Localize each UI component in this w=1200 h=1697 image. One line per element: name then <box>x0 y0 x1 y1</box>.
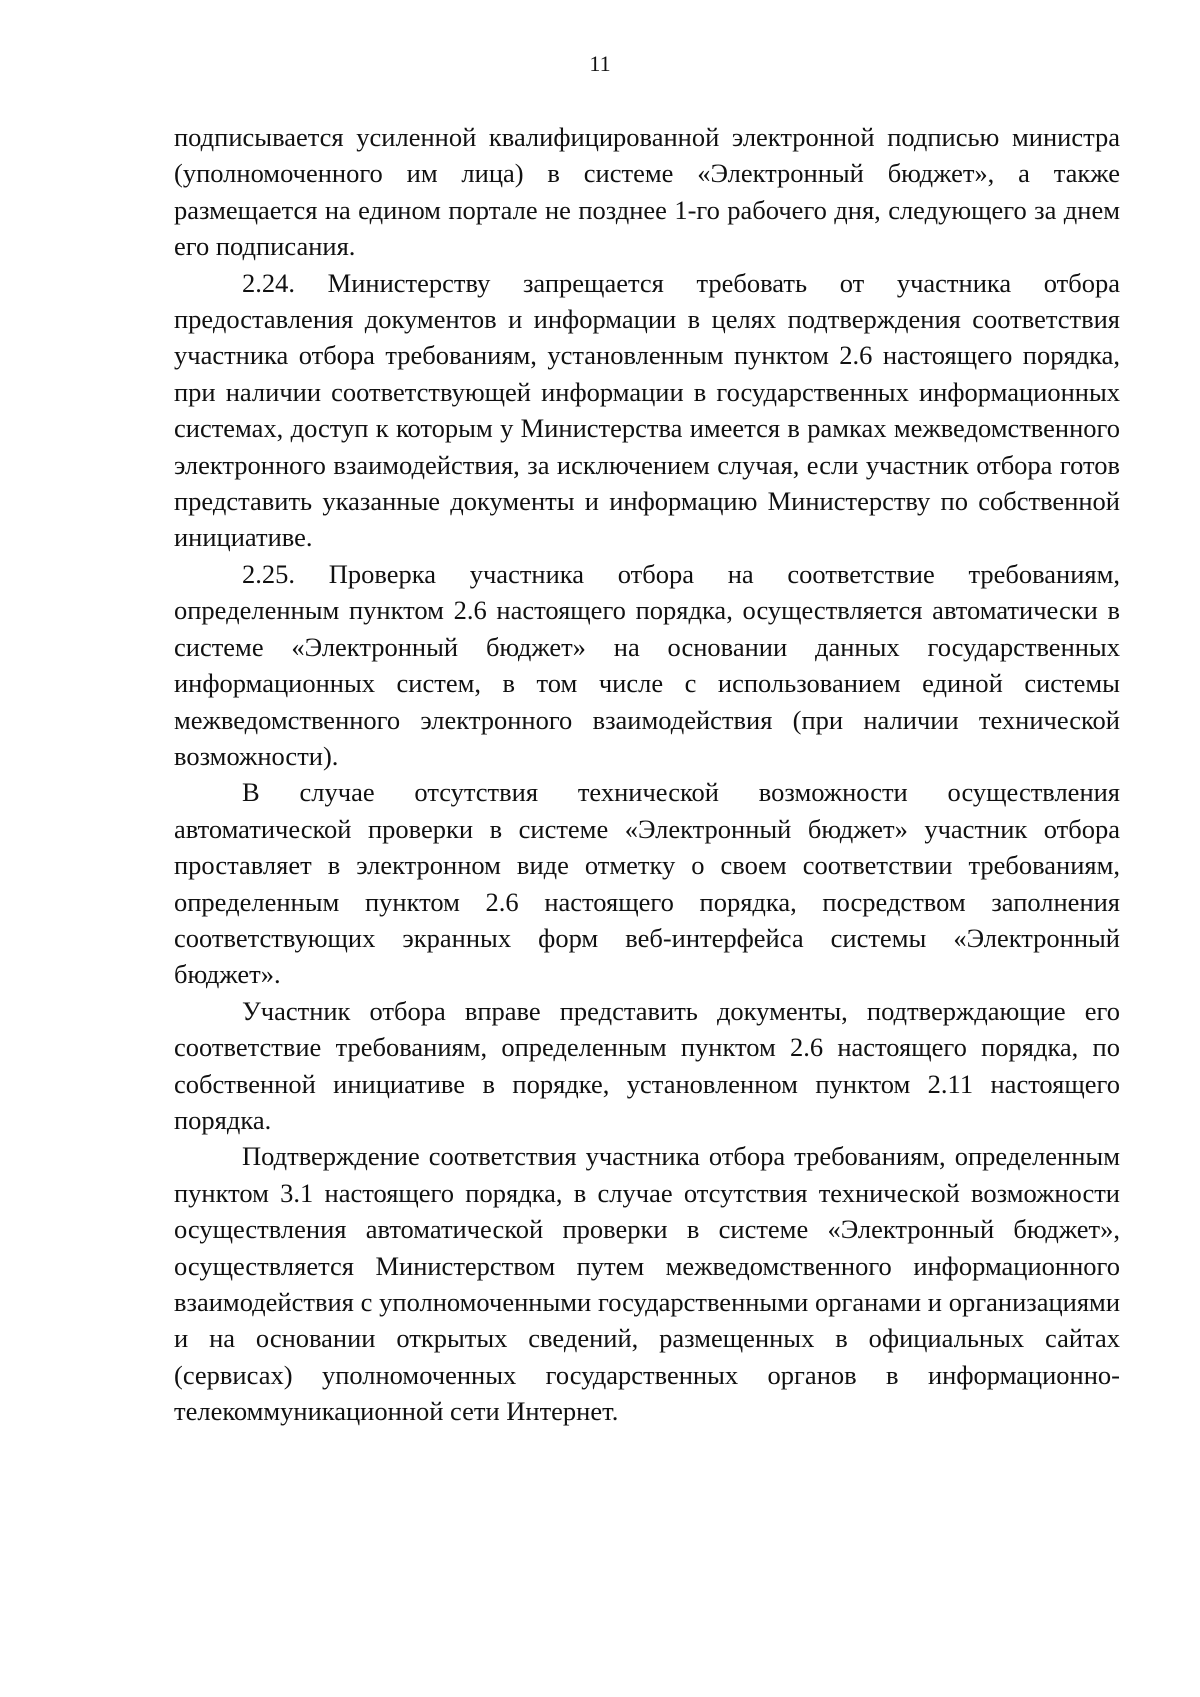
page-number: 11 <box>589 51 611 76</box>
paragraph-2-25: 2.25. Проверка участника отбора на соответствие требованиям, определенным пунктом 2.6 настоящего порядка, осуществляется автоматически в системе «Электронный бюджет» на основании данных государственных информационных систем, в том числе с использованием единой системы межведомственного электронного взаимодействия (при наличии технической возможности). <box>174 558 1120 771</box>
paragraph-no-technical-possibility: В случае отсутствия технической возможности осуществления автоматической проверки в системе «Электронный бюджет» участник отбора проставляет в электронном виде отметку о своем соответствии требованиям, определенным пунктом 2.6 настоящего порядка, посредством заполнения соответствующих экранных форм веб-интерфейса системы «Электронный бюджет». <box>174 777 1120 990</box>
paragraph-2-24: 2.24. Министерству запрещается требовать от участника отбора предоставления документов и информации в целях подтверждения соответствия участника отбора требованиям, установленным пунктом 2.6 настоящего порядка, при наличии соответствующей информации в государственных информационных системах, доступ к которым у Министерства имеется в рамках межведомственного электронного взаимодействия, за исключением случая, если участник отбора готов представить указанные документы и информацию Министерству по собственной инициативе. <box>174 267 1120 553</box>
document-body <box>174 119 1120 1430</box>
paragraph-own-initiative: Участник отбора вправе представить документы, подтверждающие его соответствие требованиям, определенным пунктом 2.6 настоящего порядка, по собственной инициативе в порядке, установленном пунктом 2.11 настоящего порядка. <box>174 995 1120 1135</box>
paragraph-continuation: подписывается усиленной квалифицированной электронной подписью министра (уполномоченного им лица) в системе «Электронный бюджет», а также размещается на едином портале не позднее 1-го рабочего дня, следующего за днем его подписания. <box>174 122 1120 262</box>
paragraph-confirmation: Подтверждение соответствия участника отбора требованиям, определенным пунктом 3.1 настоящего порядка, в случае отсутствия технической возможности осуществления автоматической проверки в системе «Электронный бюджет», осуществляется Министерством путем межведомственного информационного взаимодействия с уполномоченными государственными органами и организациями и на основании открытых сведений, размещенных в официальных сайтах (сервисах) уполномоченных государственных органов в информационно-телекоммуникационной сети Интернет. <box>174 1141 1120 1427</box>
